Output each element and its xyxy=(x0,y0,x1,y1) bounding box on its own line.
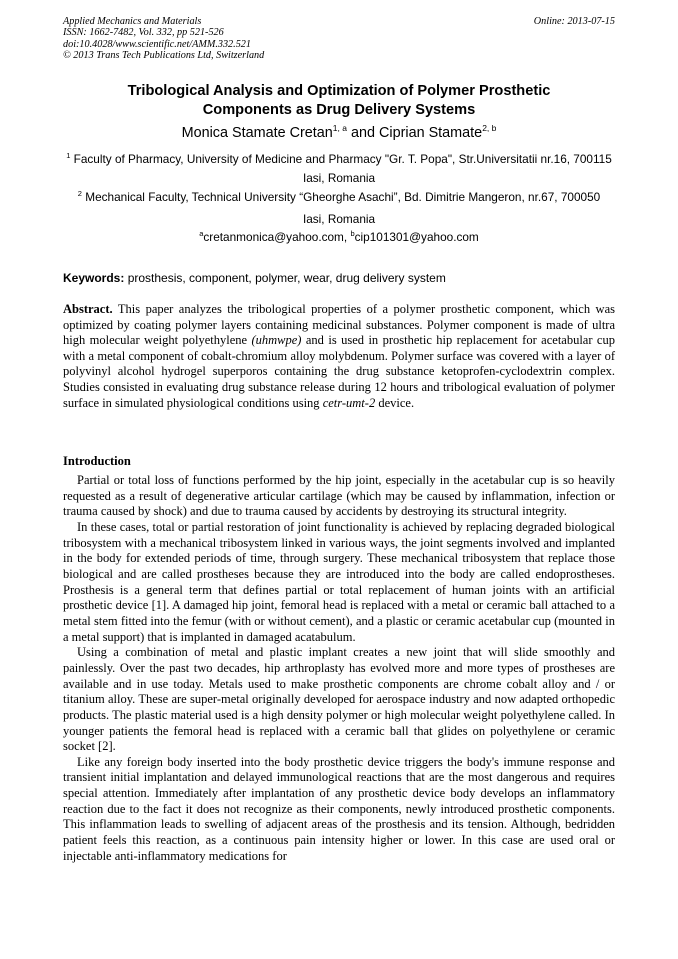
issn-line: ISSN: 1662-7482, Vol. 332, pp 521-526 xyxy=(63,27,224,39)
author-1: Monica Stamate Cretan xyxy=(181,125,333,141)
intro-paragraph: In these cases, total or partial restoration of joint functionality is achieved by replacing degraded biological tribosystem with a mechanical tribosystem linked in various ways, the joint segments involved and implanted in the body for extended periods of time, through surgery. These mechanical tribosystem that replace those biological and are called prostheses because they are introduced into the body are called endoprostheses. Prosthesis is a general term that defines partial or total replacement of human joints with an artificial prosthetic device [1]. A damaged hip joint, femoral head is replaced with a metal or ceramic ball attached to a metal stem fitted into the femur (with or without cement), and a plastic or ceramic acetabular cup (mounted in a metal support) that is implanted in damaged acatabulum. xyxy=(63,519,615,644)
affiliation-2-marker: 2 xyxy=(77,189,82,199)
keywords-label: Keywords: xyxy=(63,271,125,285)
journal-name: Applied Mechanics and Materials xyxy=(63,16,202,27)
intro-paragraph: Like any foreign body inserted into the body prosthetic device triggers the body's immune response and transient initial implantation and delayed immunological reactions that are the most dangerous and requires special attention. Immediately after implantation of any prosthetic device body develops an inflammatory reaction due to the fact it does not recognize as their components, newly introduced prosthetic components. This inflammation leads to swelling of adjacent areas of the prosthesis and its tension. Although, bedridden patient feels this reaction, as a continuous pain intensity higher or lower. In this case are used oral or injectable anti-inflammatory medications for xyxy=(63,754,615,863)
abstract-italic-uhmwpe: (uhmwpe) xyxy=(251,333,302,348)
paper-title xyxy=(63,82,615,119)
affiliation-2-text: Mechanical Faculty, Technical University “Gheorghe Asachi”, Bd. Dimitrie Mangeron, nr.67, 700050 Iasi, Romania xyxy=(81,190,601,226)
affiliation-1-marker: 1 xyxy=(66,151,71,161)
author-2: Ciprian Stamate xyxy=(379,125,483,141)
keywords xyxy=(63,270,615,286)
title-line-2: Components as Drug Delivery Systems xyxy=(202,101,476,118)
keywords-text: prosthesis, component, polymer, wear, drug delivery system xyxy=(124,271,446,285)
author-1-affiliation: 1, a xyxy=(332,123,347,134)
abstract xyxy=(63,302,615,411)
intro-paragraph: Using a combination of metal and plastic implant creates a new joint that will slide smoothly and painlessly. Over the past two decades, hip arthroplasty has evolved more and more types of prostheses are available and in use today. Metals used to make prosthetic components are chrome cobalt alloy and / or titanium alloy. These are super-metal originally developed for aerospace industry and now adapted orthopedic products. The plastic material used is a high density polymer or high molecular weight polyethylene called. In younger patients the femoral head is replaced with a ceramic ball that glides on polyethylene or ceramic socket [2]. xyxy=(63,645,615,754)
affiliation-1-text: Faculty of Pharmacy, University of Medicine and Pharmacy "Gr. T. Popa", Str.Universitatii nr.16, 700115 Iasi, Romania xyxy=(70,152,612,185)
email-b-marker: b xyxy=(350,229,355,239)
affiliation-2 xyxy=(66,186,612,230)
online-date: Online: 2013-07-15 xyxy=(533,16,615,27)
copyright-line: © 2013 Trans Tech Publications Ltd, Switzerland xyxy=(63,50,265,62)
affiliation-1 xyxy=(66,150,612,187)
title-line-1: Tribological Analysis and Optimization of Polymer Prosthetic xyxy=(127,83,551,99)
email-a-marker: a xyxy=(199,229,204,239)
journal-header xyxy=(63,16,615,62)
abstract-italic-device: cetr-umt-2 xyxy=(322,395,376,410)
author-conjunction: and xyxy=(346,125,379,141)
author-2-affiliation: 2, b xyxy=(482,123,497,134)
intro-paragraph: Partial or total loss of functions performed by the hip joint, especially in the acetabular cup is so heavily requested as a result of degenerative articular cartilage (which may be caused by inflammation, infection or trauma caused by shock) and due to trauma caused by accidents by destroying its structural integrity. xyxy=(63,473,615,519)
email-a[interactable]: cretanmonica@yahoo.com, xyxy=(203,230,351,244)
doi-line[interactable]: doi:10.4028/www.scientific.net/AMM.332.521 xyxy=(63,38,251,50)
abstract-text-1: This paper analyzes the tribological properties of a polymer prosthetic component, which was optimized by coating polymer layers containing medicinal substances. Polymer component is made of ultra high molecular weight polyethylene xyxy=(63,302,615,348)
introduction-body xyxy=(63,473,615,864)
abstract-label: Abstract. xyxy=(63,302,113,316)
author-line xyxy=(63,124,615,142)
email-b[interactable]: cip101301@yahoo.com xyxy=(354,230,479,244)
abstract-text-3: device. xyxy=(375,395,415,410)
abstract-text-2: and is used in prosthetic hip replacement for acetabular cup with a metal component of cobalt-chromium alloy molybdenum. Polymer surface was covered with a layer of polyvinyl alcohol hydrogel superporos containing the drug substance ketoprofen-cyclodextrin complex. Studies consisted in evaluating drug substance release during 12 hours and tribological evaluation of polymer surface in simulated physiological conditions using xyxy=(63,333,615,410)
section-heading-introduction: Introduction xyxy=(63,454,131,468)
author-emails xyxy=(66,228,612,247)
